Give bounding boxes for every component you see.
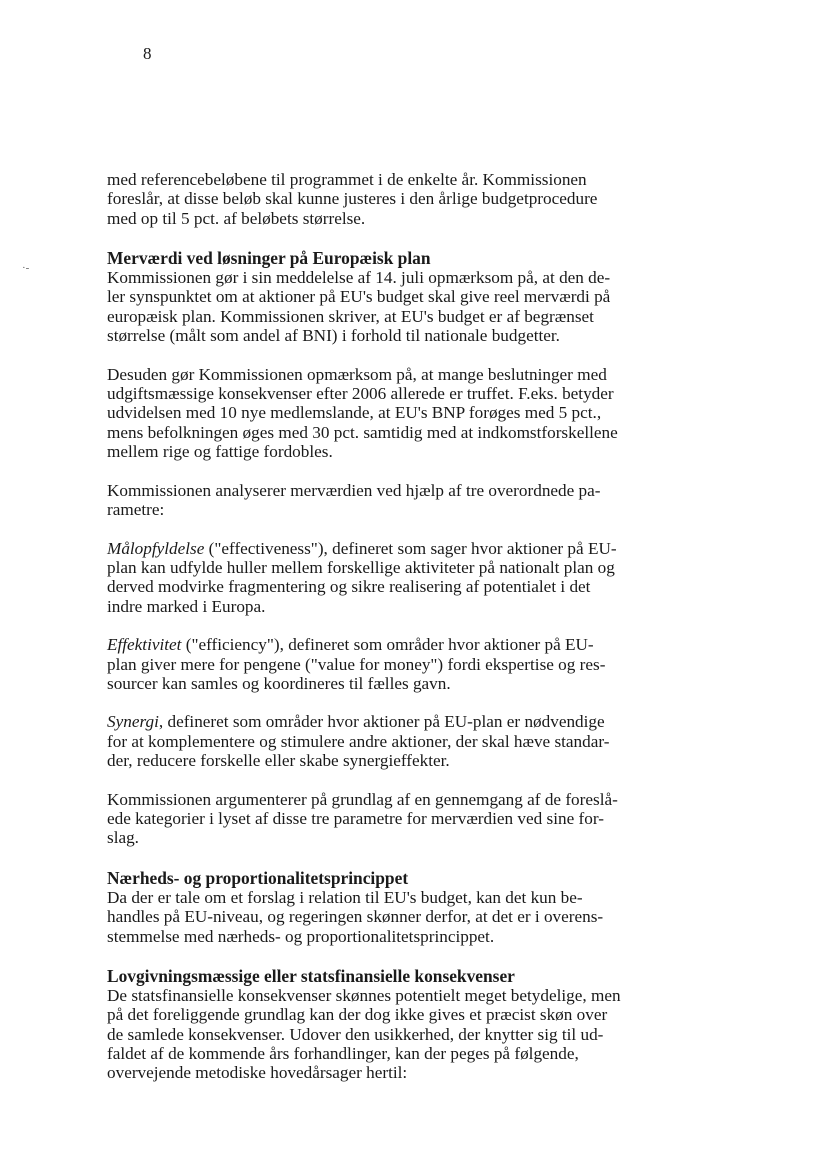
text-line: overvejende metodiske hovedårsager hertil:: [107, 1063, 408, 1083]
text-line: indre marked i Europa.: [107, 596, 266, 616]
text-line: Kommissionen gør i sin meddelelse af 14. juli opmærksom på, at den de-: [107, 268, 611, 288]
text-line: ede kategorier i lyset af disse tre parametre for merværdien ved sine for-: [107, 809, 604, 829]
text-line: på det foreliggende grundlag kan der dog ikke gives et præcist skøn over: [107, 1005, 608, 1025]
page-number: 8: [143, 44, 152, 63]
text-line: ("effectiveness"), defineret som sager hvor aktioner på EU-: [204, 538, 617, 558]
section-heading-naerhed: Nærheds- og proportionalitetsprincippet: [107, 867, 409, 888]
term-synergi: Synergi: [107, 712, 159, 732]
text-line: stemmelse med nærheds- og proportionalitetsprincippet.: [107, 926, 495, 946]
text-line: slag.: [107, 828, 139, 848]
paragraph: [107, 790, 627, 848]
text-line: med op til 5 pct. af beløbets størrelse.: [107, 208, 366, 228]
paragraph: [107, 888, 627, 946]
text-line: med referencebeløbene til programmet i de enkelte år. Kommissionen: [107, 170, 587, 189]
paragraph-synergi: [107, 712, 627, 770]
text-line: faldet af de kommende års forhandlinger, kan der peges på følgende,: [107, 1044, 579, 1064]
text-line: derved modvirke fragmentering og sikre realisering af potentialet i det: [107, 577, 591, 597]
text-line: sourcer kan samles og koordineres til fælles gavn.: [107, 673, 451, 693]
paragraph: [107, 268, 627, 345]
intro-paragraph: [107, 170, 627, 228]
text-line: ("efficiency"), defineret som områder hvor aktioner på EU-: [181, 635, 594, 655]
text-line: plan giver mere for pengene ("value for money") fordi ekspertise og res-: [107, 654, 606, 674]
text-line: for at komplementere og stimulere andre aktioner, der skal hæve standar-: [107, 731, 610, 751]
paragraph: [107, 986, 627, 1082]
document-body: [107, 170, 627, 1083]
text-line: der, reducere forskelle eller skabe synergieffekter.: [107, 751, 450, 771]
text-line: rametre:: [107, 499, 165, 519]
term-malopfyldelse: Målopfyldelse: [107, 538, 205, 558]
text-line: De statsfinansielle konsekvenser skønnes potentielt meget betydelige, men: [107, 986, 621, 1006]
text-line: , defineret som områder hvor aktioner på EU-plan er nødvendige: [158, 712, 605, 732]
text-line: handles på EU-niveau, og regeringen skønner derfor, at det er i overens-: [107, 907, 604, 927]
text-line: plan kan udfylde huller mellem forskellige aktiviteter på nationalt plan og: [107, 557, 615, 577]
text-line: Da der er tale om et forslag i relation til EU's budget, kan det kun be-: [107, 887, 583, 907]
text-line: udvidelsen med 10 nye medlemslande, at EU's BNP forøges med 5 pct.,: [107, 403, 602, 423]
text-line: foreslår, at disse beløb skal kunne justeres i den årlige budgetprocedure: [107, 189, 598, 209]
stray-mark: ·-: [22, 262, 30, 274]
section-heading-konsekvenser: Lovgivningsmæssige eller statsfinansielle konsekvenser: [107, 965, 515, 986]
text-line: Kommissionen analyserer merværdien ved hjælp af tre overordnede pa-: [107, 480, 601, 500]
section-heading-mervaerdi: Merværdi ved løsninger på Europæisk plan: [107, 247, 431, 268]
text-line: mens befolkningen øges med 30 pct. samtidig med at indkomstforskellene: [107, 422, 618, 442]
text-line: Kommissionen argumenterer på grundlag af en gennemgang af de foreslå-: [107, 789, 618, 809]
paragraph: [107, 365, 627, 461]
text-line: Desuden gør Kommissionen opmærksom på, at mange beslutninger med: [107, 364, 607, 384]
text-line: de samlede konsekvenser. Udover den usikkerhed, der knytter sig til ud-: [107, 1024, 604, 1044]
text-line: udgiftsmæssige konsekvenser efter 2006 allerede er truffet. F.eks. betyder: [107, 384, 614, 404]
paragraph-malopfyldelse: [107, 539, 627, 616]
term-effektivitet: Effektivitet: [107, 635, 182, 655]
text-line: størrelse (målt som andel af BNI) i forhold til nationale budgetter.: [107, 326, 560, 346]
text-line: europæisk plan. Kommissionen skriver, at EU's budget er af begrænset: [107, 306, 594, 326]
text-line: ler synspunktet om at aktioner på EU's budget skal give reel merværdi på: [107, 287, 611, 307]
paragraph-effektivitet: [107, 635, 627, 693]
paragraph: [107, 481, 627, 520]
text-line: mellem rige og fattige fordobles.: [107, 441, 333, 461]
